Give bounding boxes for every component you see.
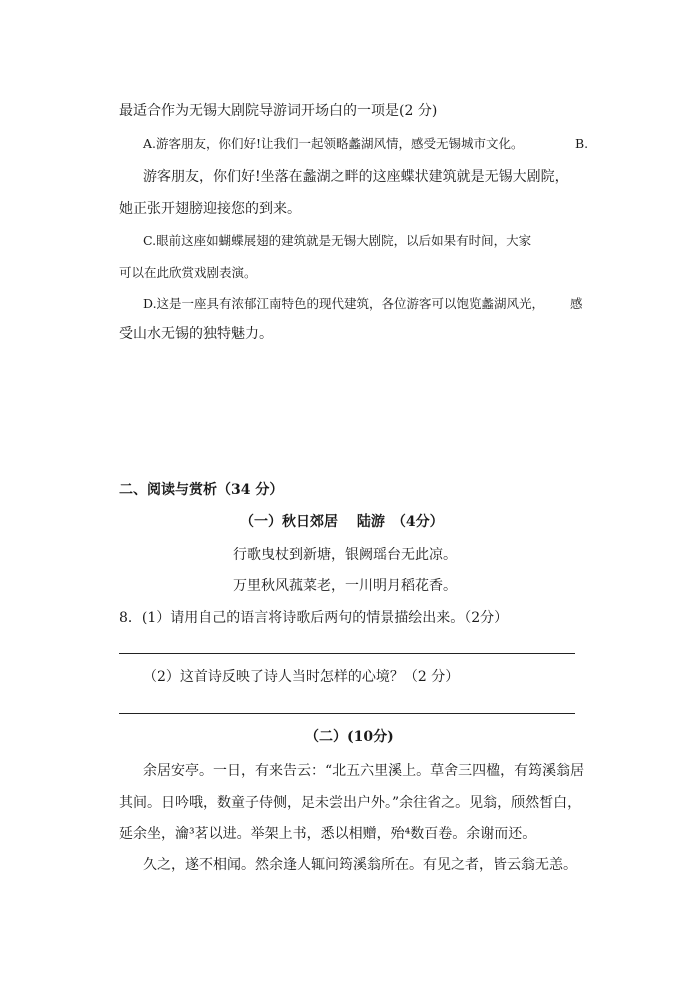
q7-option-d-line1-tail: 感 [570, 296, 583, 311]
prose-line-2: 其间。日吟哦，数童子侍侧，足未尝出户外。”余往省之。见翁，颀然皙白， [119, 795, 582, 811]
q7-option-d-line1: D.这是一座具有浓郁江南特色的现代建筑，各位游客可以饱览蠡湖风光， [143, 296, 545, 311]
answer-line-1[interactable] [119, 653, 575, 654]
poem-line-1: 行歌曳杖到新塘，银阙瑶台无此凉。 [233, 547, 457, 563]
part-2-title: （二）(10分) [305, 729, 394, 745]
q7-option-b-line2: 她正张开翅膀迎接您的到来。 [119, 201, 301, 217]
prose-line-4: 久之，遂不相闻。然余逢人辄问筠溪翁所在。有见之者，皆云翁无恙。 [143, 857, 577, 873]
prose-line-3: 延余坐，瀹³茗以进。举架上书，悉以相赠，殆⁴数百卷。余谢而还。 [119, 826, 537, 842]
question-8-part-2: （2）这首诗反映了诗人当时怎样的心境？（2 分） [143, 669, 460, 685]
part-1-title: （一）秋日郊居 陆游 （4分） [240, 514, 444, 530]
q7-option-b-marker: B. [575, 136, 589, 151]
q7-option-c-line1: C.眼前这座如蝴蝶展翅的建筑就是无锡大剧院，以后如果有时间，大家 [143, 233, 532, 248]
prose-line-1: 余居安亭。一日，有来告云：“北五六里溪上。草舍三四楹，有筠溪翁居 [143, 763, 585, 779]
q7-option-d-line2: 受山水无锡的独特魅力。 [119, 326, 273, 342]
answer-line-2[interactable] [119, 713, 575, 714]
section-heading: 二、阅读与赏析（34 分） [119, 482, 284, 498]
poem-line-2: 万里秋风菰菜老，一川明月稻花香。 [233, 578, 457, 594]
q7-stem: 最适合作为无锡大剧院导游词开场白的一项是(2 分) [119, 103, 438, 119]
q7-option-a: A.游客朋友，你们好!让我们一起领略蠡湖风情，感受无锡城市文化。 [143, 136, 524, 151]
question-8-part-1: 8．(1）请用自己的语言将诗歌后两句的情景描绘出来。（2分） [119, 610, 509, 626]
q7-option-c-line2: 可以在此欣赏戏剧表演。 [119, 265, 257, 280]
q7-option-b-line1: 游客朋友，你们好!坐落在蠡湖之畔的这座蝶状建筑就是无锡大剧院， [143, 169, 569, 185]
